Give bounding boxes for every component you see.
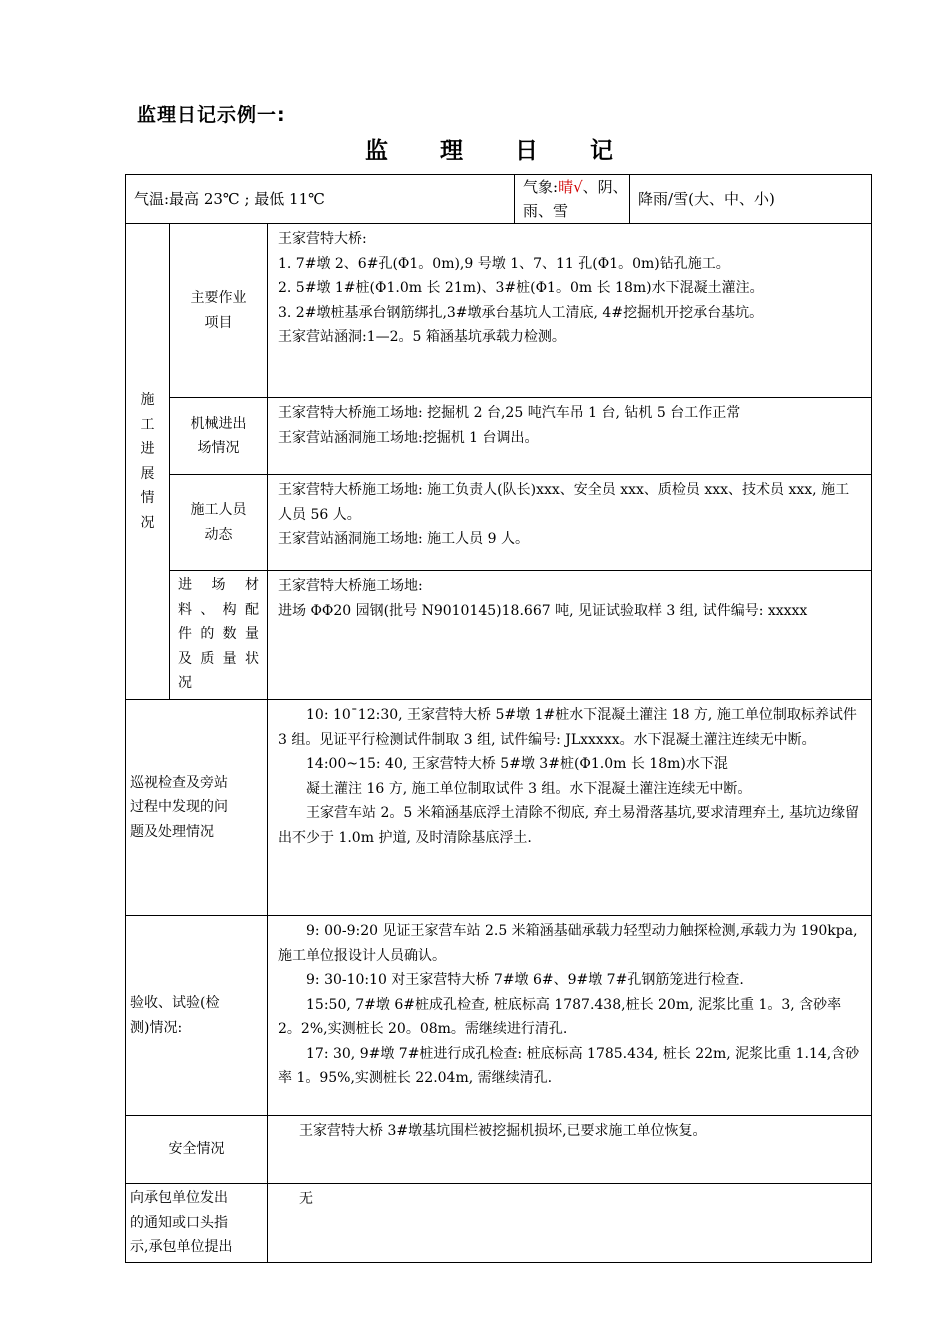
temperature-cell: 气温:最高 23℃ ; 最低 11℃ [126, 175, 515, 224]
personnel-label: 施工人员 动态 [170, 475, 268, 571]
personnel-line: 王家营站涵洞施工场地: 施工人员 9 人。 [278, 531, 529, 547]
acceptance-paragraph: 9: 00-9:20 见证王家营车站 2.5 米箱涵基础承载力轻型动力触探检测,承载力为 190kpa, 施工单位报设计人员确认。 [278, 923, 858, 964]
materials-line: 进场 ΦΦ20 园钢(批号 N9010145)18.667 吨, 见证试验取样 3 组, 试件编号: xxxxx [278, 602, 808, 619]
progress-label-char: 工 [140, 416, 155, 433]
machinery-line: 王家营特大桥施工场地: 挖掘机 2 台,25 吨汽车吊 1 台, 钻机 5 台工作正常 [278, 405, 741, 421]
machinery-row [126, 398, 872, 475]
acceptance-label: 验收、试验(检 测)情况: [126, 916, 268, 1116]
weather-options: 、阴、雨、雪 [523, 178, 628, 220]
inspection-paragraph: 14:00~15: 40, 王家营特大桥 5#墩 3#桩(Φ1.0m 长 18m)水下混 [306, 756, 728, 772]
inspection-content [268, 700, 872, 916]
document-title: 监 理 日 记 [364, 138, 636, 164]
supervision-log-table [125, 174, 872, 1263]
safety-content: 王家营特大桥 3#墩基坑围栏被挖掘机损坏,已要求施工单位恢复。 [268, 1116, 872, 1184]
main-work-line: 王家营站涵洞:1—2。5 箱涵基坑承载力检测。 [278, 329, 566, 345]
safety-label: 安全情况 [126, 1116, 268, 1184]
main-work-line: 王家营特大桥: [278, 231, 367, 247]
main-work-label: 主要作业 项目 [170, 224, 268, 398]
notice-row [126, 1184, 872, 1263]
weather-condition-cell [515, 175, 630, 224]
personnel-row [126, 475, 872, 571]
inspection-row [126, 700, 872, 916]
weather-sunny-checked: 晴√ [558, 178, 583, 196]
personnel-content [268, 475, 872, 571]
main-work-line: 1. 7#墩 2、6#孔(Φ1。0m),9 号墩 1、7、11 孔(Φ1。0m)钻孔施工。 [278, 255, 730, 272]
materials-row [126, 571, 872, 700]
notice-label: 向承包单位发出 的通知或口头指 示,承包单位提出 [126, 1184, 268, 1263]
inspection-label: 巡视检查及旁站 过程中发现的问 题及处理情况 [126, 700, 268, 916]
machinery-content [268, 398, 872, 475]
progress-label [126, 224, 170, 700]
progress-label-char: 施 [140, 392, 155, 408]
main-work-row [126, 224, 872, 398]
progress-label-char: 情 [140, 490, 155, 506]
main-work-content [268, 224, 872, 398]
machinery-line: 王家营站涵洞施工场地:挖掘机 1 台调出。 [278, 429, 539, 446]
inspection-paragraph: 10: 10¯12:30, 王家营特大桥 5#墩 1#桩水下混凝土灌注 18 方, 施工单位制取标养试件 3 组。见证平行检测试件制取 3 组, 试件编号: JLxxxxx。水下混凝土灌注连续无中断。 [278, 707, 857, 748]
acceptance-row [126, 916, 872, 1116]
weather-row [126, 175, 872, 224]
progress-label-char: 进 [140, 441, 155, 457]
acceptance-content [268, 916, 872, 1116]
personnel-line: 王家营特大桥施工场地: 施工负责人(队长)xxx、安全员 xxx、质检员 xxx、技术员 xxx, 施工人员 56 人。 [278, 482, 850, 523]
main-work-line: 2. 5#墩 1#桩(Φ1.0m 长 21m)、3#桩(Φ1。0m 长 18m)水下混凝土灌注。 [278, 280, 764, 296]
notice-content: 无 [268, 1184, 872, 1263]
progress-label-char: 况 [140, 514, 155, 531]
weather-prefix: 气象: [523, 178, 559, 196]
safety-row [126, 1116, 872, 1184]
document-heading: 监理日记示例一: [137, 104, 286, 126]
materials-label: 进 场 材 料、构配 件的数量 及质量状 况 [170, 571, 268, 700]
materials-line: 王家营特大桥施工场地: [278, 578, 423, 594]
inspection-paragraph: 王家营车站 2。5 米箱涵基底浮土清除不彻底, 弃土易滑落基坑,要求清理弃土, 基坑边缘留出不少于 1.0m 护道, 及时清除基底浮土. [278, 805, 859, 846]
rain-cell: 降雨/雪(大、中、小) [630, 175, 872, 224]
machinery-label: 机械进出 场情况 [170, 398, 268, 475]
acceptance-paragraph: 17: 30, 9#墩 7#桩进行成孔检查: 桩底标高 1785.434, 桩长 22m, 泥浆比重 1.14,含砂率 1。95%,实测桩长 22.04m, 需继续清孔. [278, 1045, 860, 1086]
progress-label-char: 展 [140, 465, 155, 482]
inspection-paragraph: 凝土灌注 16 方, 施工单位制取试件 3 组。水下混凝土灌注连续无中断。 [306, 780, 752, 797]
materials-content [268, 571, 872, 700]
main-work-line: 3. 2#墩桩基承台钢筋绑扎,3#墩承台基坑人工清底, 4#挖掘机开挖承台基坑。 [278, 304, 764, 321]
acceptance-paragraph: 15:50, 7#墩 6#桩成孔检查, 桩底标高 1787.438,桩长 20m, 泥浆比重 1。3, 含砂率 2。2%,实测桩长 20。08m。需继续进行清孔. [278, 996, 842, 1037]
acceptance-paragraph: 9: 30-10:10 对王家营特大桥 7#墩 6#、9#墩 7#孔钢筋笼进行检查. [306, 972, 744, 988]
